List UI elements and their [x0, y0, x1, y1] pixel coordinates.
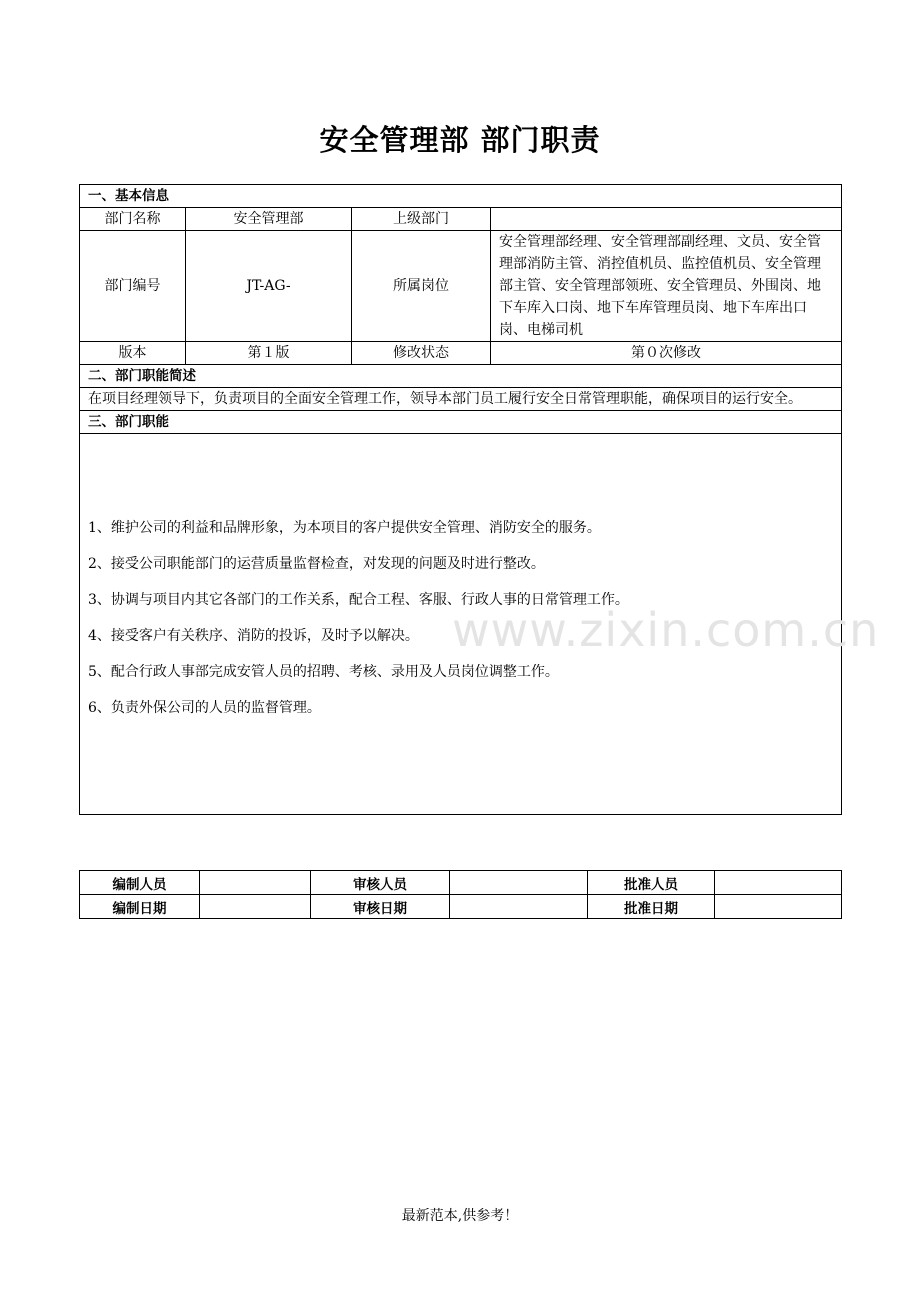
duty-table — [79, 184, 880, 815]
prepared-date-field[interactable] — [200, 895, 311, 919]
duty-item: 2、接受公司职能部门的运营质量监督检查，对发现的问题及时进行整改。 — [88, 556, 545, 572]
signoff-table — [79, 870, 842, 919]
section-brief: 二、部门职能简述 — [80, 365, 842, 388]
posts-label: 所属岗位 — [352, 231, 491, 342]
duty-item: 1、维护公司的利益和品牌形象，为本项目的客户提供安全管理、消防安全的服务。 — [88, 520, 601, 536]
reviewed-by-label: 审核人员 — [311, 871, 450, 895]
brief-text: 在项目经理领导下，负责项目的全面安全管理工作，领导本部门员工履行安全日常管理职能，确保项目的运行安全。 — [80, 388, 842, 411]
posts-value: 安全管理部经理、安全管理部副经理、文员、安全管理部消防主管、消控值机员、监控值机员、安全管理部主管、安全管理部领班、安全管理员、外围岗、地下车库入口岗、地下车库管理员岗、地下车库出口岗、电梯司机 — [491, 231, 842, 342]
reviewed-date-label: 审核日期 — [311, 895, 450, 919]
prepared-by-label: 编制人员 — [80, 871, 200, 895]
prepared-by-field[interactable] — [200, 871, 311, 895]
dept-name-label: 部门名称 — [80, 208, 186, 231]
dept-code-value: JT-AG- — [186, 231, 352, 342]
prepared-date-label: 编制日期 — [80, 895, 200, 919]
dept-code-label: 部门编号 — [80, 231, 186, 342]
duty-item: 3、协调与项目内其它各部门的工作关系，配合工程、客服、行政人事的日常管理工作。 — [88, 592, 629, 608]
page-title: 安全管理部 部门职责 — [319, 123, 601, 157]
dept-name-value: 安全管理部 — [186, 208, 352, 231]
revision-value: 第０次修改 — [491, 342, 842, 365]
parent-dept-label: 上级部门 — [352, 208, 491, 231]
duties-list — [80, 434, 880, 815]
reviewed-date-field[interactable] — [450, 895, 588, 919]
approved-by-label: 批准人员 — [588, 871, 715, 895]
parent-dept-value — [491, 208, 842, 231]
duty-item: 5、配合行政人事部完成安管人员的招聘、考核、录用及人员岗位调整工作。 — [88, 664, 559, 680]
watermark: www.zixin.com.cn — [452, 603, 880, 657]
version-value: 第１版 — [186, 342, 352, 365]
reviewed-by-field[interactable] — [450, 871, 588, 895]
duty-item: 4、接受客户有关秩序、消防的投诉，及时予以解决。 — [88, 628, 419, 644]
footer-note: 最新范本,供参考！ — [401, 1208, 519, 1224]
duty-item: 6、负责外保公司的人员的监督管理。 — [88, 700, 321, 716]
revision-label: 修改状态 — [352, 342, 491, 365]
approved-by-field[interactable] — [715, 871, 842, 895]
version-label: 版本 — [80, 342, 186, 365]
approved-date-field[interactable] — [715, 895, 842, 919]
section-basic-info: 一、基本信息 — [80, 185, 842, 208]
section-duties: 三、部门职能 — [80, 411, 842, 434]
approved-date-label: 批准日期 — [588, 895, 715, 919]
